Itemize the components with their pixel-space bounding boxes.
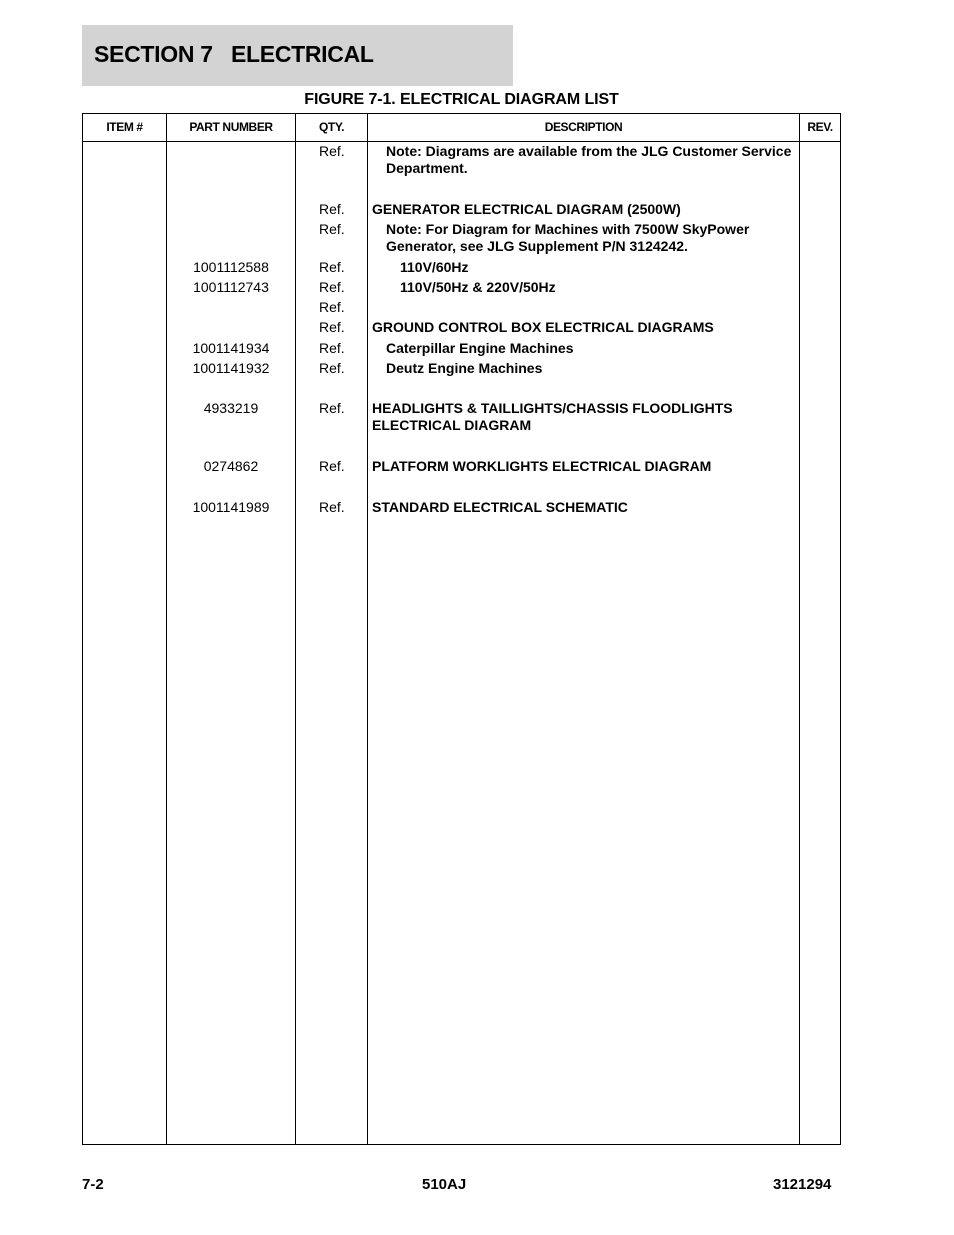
qty-cell: Ref. <box>319 279 345 295</box>
header-divider <box>83 141 840 142</box>
section-banner <box>82 25 513 86</box>
document-number: 3121294 <box>773 1176 832 1193</box>
model-number: 510AJ <box>422 1176 467 1193</box>
qty-cell: Ref. <box>319 319 345 335</box>
qty-cell: Ref. <box>319 458 345 474</box>
header-rev: REV. <box>807 120 833 134</box>
part-number-cell: 1001141932 <box>192 360 270 376</box>
description-cell: Note: Diagrams are available from the JLG Customer Service Department. <box>386 143 792 176</box>
part-number-cell: 1001112743 <box>193 279 269 295</box>
header-description: DESCRIPTION <box>544 120 623 134</box>
qty-cell: Ref. <box>319 221 345 237</box>
header-item: ITEM # <box>106 120 143 134</box>
qty-cell: Ref. <box>319 340 345 356</box>
section-title: SECTION 7 ELECTRICAL <box>94 41 374 67</box>
description-cell: Note: For Diagram for Machines with 7500W SkyPower Generator, see JLG Supplement P/N 3124242. <box>386 221 750 254</box>
qty-cell: Ref. <box>319 259 345 275</box>
qty-cell: Ref. <box>319 299 345 315</box>
parts-table <box>82 113 841 1145</box>
column-divider <box>295 114 296 1144</box>
figure-title: FIGURE 7-1. ELECTRICAL DIAGRAM LIST <box>304 91 619 108</box>
qty-cell: Ref. <box>319 201 345 217</box>
description-cell: Deutz Engine Machines <box>386 360 543 376</box>
description-cell: GENERATOR ELECTRICAL DIAGRAM (2500W) <box>372 201 681 217</box>
description-cell: PLATFORM WORKLIGHTS ELECTRICAL DIAGRAM <box>372 458 712 474</box>
qty-cell: Ref. <box>319 143 345 159</box>
description-cell: GROUND CONTROL BOX ELECTRICAL DIAGRAMS <box>372 319 714 335</box>
header-qty: QTY. <box>318 120 345 134</box>
qty-cell: Ref. <box>319 400 345 416</box>
part-number-cell: 4933219 <box>203 400 259 416</box>
description-cell: Caterpillar Engine Machines <box>386 340 574 356</box>
column-divider <box>367 114 368 1144</box>
description-cell: HEADLIGHTS & TAILLIGHTS/CHASSIS FLOODLIGHTS ELECTRICAL DIAGRAM <box>372 400 733 433</box>
part-number-cell: 1001112588 <box>193 259 269 275</box>
part-number-cell: 0274862 <box>203 458 259 474</box>
qty-cell: Ref. <box>319 499 345 515</box>
description-cell: 110V/60Hz <box>400 259 469 275</box>
qty-cell: Ref. <box>319 360 345 376</box>
header-part-number: PART NUMBER <box>189 120 273 134</box>
description-cell: STANDARD ELECTRICAL SCHEMATIC <box>372 499 628 515</box>
part-number-cell: 1001141989 <box>192 499 270 515</box>
part-number-cell: 1001141934 <box>192 340 270 356</box>
description-cell: 110V/50Hz & 220V/50Hz <box>400 279 556 295</box>
page-number: 7-2 <box>82 1176 104 1193</box>
